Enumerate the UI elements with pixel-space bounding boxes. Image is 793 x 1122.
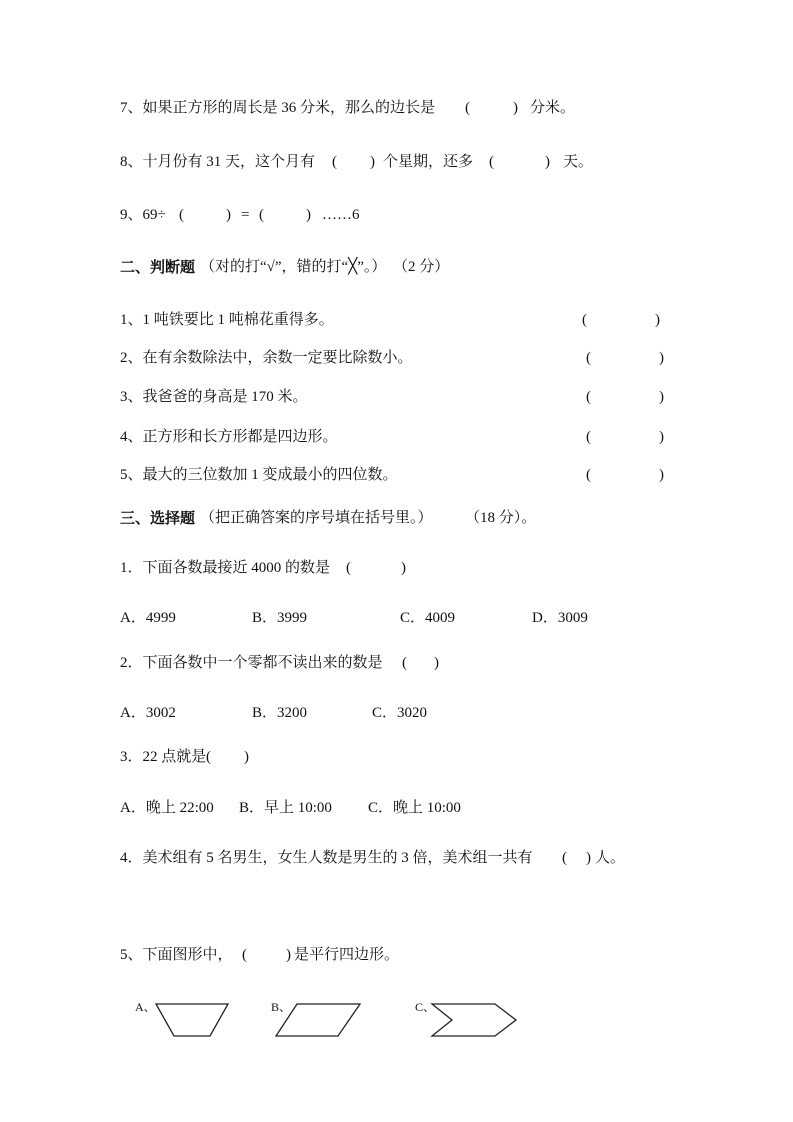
answer-blank-open: ( — [179, 207, 184, 223]
figure-label-b: B、 — [271, 1000, 292, 1014]
answer-blank-close: ) — [286, 947, 291, 963]
answer-blank[interactable] — [598, 348, 658, 368]
figure-label-a: A、 — [135, 1000, 156, 1014]
answer-blank[interactable] — [218, 747, 242, 767]
answer-blank-close: ) — [659, 429, 664, 445]
answer-blank-open: ( — [586, 467, 591, 483]
answer-blank-open: ( — [206, 749, 211, 765]
answer-blank-close: ) — [401, 560, 406, 576]
answer-blank-open: ( — [586, 429, 591, 445]
answer-blank-open: ( — [242, 947, 247, 963]
answer-blank-open: ( — [346, 560, 351, 576]
question-stem: 5、下面图形中， — [120, 947, 233, 963]
answer-blank-close: ) — [244, 749, 249, 765]
answer-blank[interactable] — [253, 945, 285, 965]
answer-blank-close: ) — [434, 655, 439, 671]
section-title: 二、判断题 — [120, 258, 196, 276]
question-stem: 1．下面各数最接近 4000 的数是 — [120, 560, 331, 576]
answer-blank[interactable] — [270, 205, 304, 225]
answer-blank[interactable] — [598, 427, 658, 447]
answer-blank-open: ( — [402, 655, 407, 671]
judgment-item-text: 1、1 吨铁要比 1 吨棉花重得多。 — [120, 312, 334, 328]
question-8-stem: 8、十月份有 31 天，这个月有 — [120, 154, 316, 170]
answer-blank-close: ) — [545, 154, 550, 170]
chevron-figure — [432, 1004, 516, 1036]
option-b[interactable]: B．3999 — [252, 610, 308, 626]
answer-blank-close: ) — [370, 154, 375, 170]
option-d[interactable]: D．3009 — [532, 610, 588, 626]
option-b[interactable]: B．3200 — [252, 705, 308, 721]
section-points: （18 分）。 — [465, 510, 537, 526]
option-b[interactable]: B．早上 10:00 — [239, 800, 332, 816]
question-tail: 是平行四边形。 — [294, 947, 400, 963]
question-8-tail: 天。 — [563, 154, 594, 170]
answer-blank[interactable] — [598, 387, 658, 407]
option-a[interactable]: A．晚上 22:00 — [120, 800, 214, 816]
section-points: （2 分） — [393, 259, 450, 275]
answer-blank-close: ) — [659, 467, 664, 483]
judgment-item-text: 2、在有余数除法中，余数一定要比除数小。 — [120, 350, 413, 366]
option-c[interactable]: C．3020 — [372, 705, 428, 721]
answer-blank-open: ( — [489, 154, 494, 170]
answer-blank-open: ( — [582, 312, 587, 328]
trapezoid-figure — [156, 1004, 228, 1036]
option-a[interactable]: A．4999 — [120, 610, 176, 626]
answer-blank-open: ( — [562, 850, 567, 866]
answer-blank-open: ( — [259, 207, 264, 223]
question-tail: 人。 — [595, 850, 626, 866]
question-9-stem: 9、69÷ — [120, 207, 166, 223]
answer-blank-close: ) — [655, 312, 660, 328]
answer-blank[interactable] — [358, 558, 400, 578]
answer-blank[interactable] — [413, 653, 433, 673]
section-instruction: （把正确答案的序号填在括号里。） — [200, 510, 433, 526]
answer-blank[interactable] — [344, 152, 368, 172]
question-8-mid: 个星期，还多 — [383, 154, 474, 170]
option-a[interactable]: A．3002 — [120, 705, 176, 721]
answer-blank[interactable] — [480, 98, 512, 118]
section-title: 三、选择题 — [120, 509, 196, 527]
answer-blank-close: ) — [659, 389, 664, 405]
question-7-tail: 分米。 — [530, 100, 576, 116]
answer-blank-open: ( — [465, 100, 470, 116]
question-stem: 4．美术组有 5 名男生，女生人数是男生的 3 倍，美术组一共有 — [120, 850, 533, 866]
judgment-item-text: 5、最大的三位数加 1 变成最小的四位数。 — [120, 467, 398, 483]
answer-blank[interactable] — [190, 205, 224, 225]
equals-sign: = — [241, 207, 250, 223]
answer-blank[interactable] — [598, 465, 658, 485]
judgment-item-text: 3、我爸爸的身高是 170 米。 — [120, 389, 308, 405]
answer-blank-open: ( — [332, 154, 337, 170]
answer-blank[interactable] — [594, 310, 654, 330]
option-c[interactable]: C．晚上 10:00 — [368, 800, 461, 816]
answer-blank-close: ) — [513, 100, 518, 116]
figure-label-c: C、 — [415, 1000, 436, 1014]
answer-blank[interactable] — [502, 152, 544, 172]
option-c[interactable]: C．4009 — [400, 610, 456, 626]
answer-blank-close: ) — [306, 207, 311, 223]
question-stem: 3．22 点就是 — [120, 749, 207, 765]
answer-blank-close: ) — [586, 850, 591, 866]
section-instruction: （对的打“√”，错的打“╳”。） — [200, 259, 387, 275]
answer-blank-close: ) — [226, 207, 231, 223]
answer-blank-open: ( — [586, 350, 591, 366]
question-7-stem: 7、如果正方形的周长是 36 分米，那么的边长是 — [120, 100, 436, 116]
answer-blank[interactable] — [573, 848, 585, 868]
judgment-item-text: 4、正方形和长方形都是四边形。 — [120, 429, 338, 445]
question-stem: 2．下面各数中一个零都不读出来的数是 — [120, 655, 383, 671]
question-9-tail: ……6 — [322, 207, 360, 223]
answer-blank-open: ( — [586, 389, 591, 405]
answer-blank-close: ) — [659, 350, 664, 366]
